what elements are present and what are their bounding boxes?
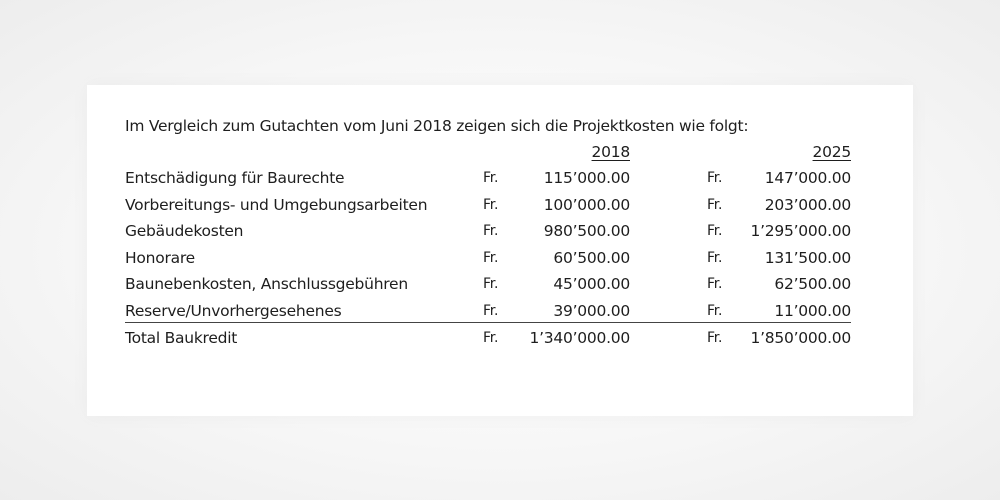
currency-2018: Fr.: [483, 249, 499, 266]
currency-2025: Fr.: [707, 302, 723, 319]
currency-2025: Fr.: [707, 330, 723, 346]
table-row: [125, 218, 851, 245]
currency-2018: Fr.: [483, 170, 499, 186]
total-label: Total Baukredit: [125, 329, 238, 347]
table-row: [125, 245, 851, 272]
intro-text: Im Vergleich zum Gutachten vom Juni 2018 zeigen sich die Projektkosten wie folgt:: [125, 117, 749, 135]
total-value-2018: 1’340’000.00: [529, 329, 630, 347]
value-2018: 60’500.00: [553, 248, 630, 267]
column-header-2025: 2025: [812, 143, 851, 161]
table-row: [125, 192, 851, 219]
total-value-2025: 1’850’000.00: [750, 329, 851, 347]
value-2025: 62’500.00: [774, 275, 851, 293]
currency-2025: Fr.: [707, 249, 723, 266]
table-header: [125, 143, 851, 165]
row-label: Entschädigung für Baurechte: [125, 169, 345, 187]
table-row: [125, 271, 851, 298]
currency-2025: Fr.: [707, 276, 723, 292]
row-label: Vorbereitungs- und Umgebungsarbeiten: [125, 195, 428, 214]
row-label: Baunebenkosten, Anschlussgebühren: [125, 275, 408, 293]
document-card: [87, 85, 913, 416]
table-row: [125, 165, 851, 192]
currency-2018: Fr.: [483, 223, 499, 239]
column-header-2018: 2018: [591, 143, 630, 161]
total-row: [125, 325, 851, 352]
currency-2018: Fr.: [483, 276, 499, 292]
currency-2018: Fr.: [483, 196, 499, 213]
table-row: [125, 298, 851, 325]
currency-2025: Fr.: [707, 196, 723, 213]
row-label: Gebäudekosten: [125, 222, 244, 240]
value-2025: 131’500.00: [764, 248, 851, 267]
currency-2025: Fr.: [707, 223, 723, 239]
currency-2018: Fr.: [483, 302, 499, 319]
currency-2025: Fr.: [707, 170, 723, 186]
value-2025: 203’000.00: [764, 195, 851, 214]
value-2025: 1’295’000.00: [750, 222, 851, 240]
value-2025: 147’000.00: [764, 169, 851, 187]
value-2018: 115’000.00: [543, 169, 630, 187]
row-label: Honorare: [125, 248, 195, 267]
cost-table: [125, 143, 851, 352]
value-2025: 11’000.00: [774, 301, 851, 320]
value-2018: 100’000.00: [543, 195, 630, 214]
value-2018: 980’500.00: [543, 222, 630, 240]
total-divider: [125, 322, 851, 323]
value-2018: 39’000.00: [553, 301, 630, 320]
currency-2018: Fr.: [483, 330, 499, 346]
row-label: Reserve/Unvorhergesehenes: [125, 301, 342, 320]
value-2018: 45’000.00: [553, 275, 630, 293]
